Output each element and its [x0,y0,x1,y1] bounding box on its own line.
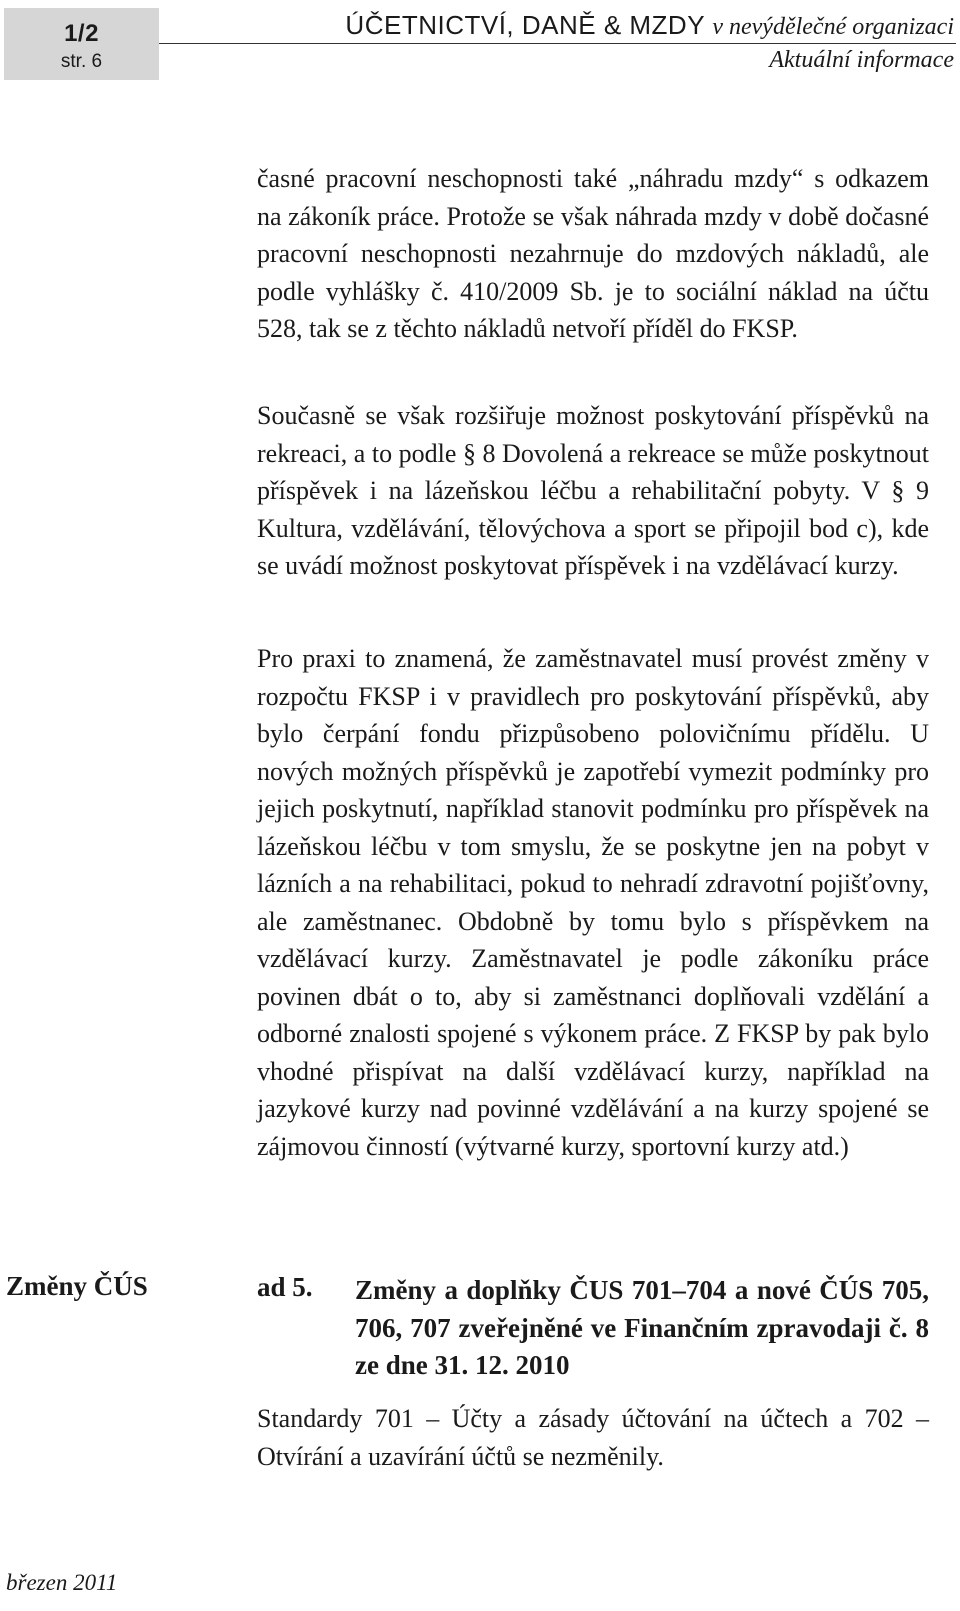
paragraph-1: časné pracovní neschopnosti také „náhradu mzdy“ s odkazem na zákoník práce. Protože se však náhrada mzdy v době dočasné pracovní neschopnosti nezahrnuje do mzdových nákladů, ale podle vyhlášky č. 410/2009 Sb. je to sociální náklad na účtu 528, tak se z těchto nákladů netvoří příděl do FKSP. [257,164,929,343]
footer-date: březen 2011 [6,1570,118,1595]
section-number: ad 5. [257,1272,313,1302]
paragraph-3: Pro praxi to znamená, že zaměstnavatel musí provést změny v rozpočtu FKSP i v pravidlech pro poskytování příspěvků, aby bylo čerpání fondu přizpůsobeno polovičnímu přídělu. U nových možných příspěvků je zapotřebí vymezit podmínky pro jejich poskytnutí, například stanovit podmínku pro příspěvek na lázeňskou léčbu v tom smyslu, že se poskytne jen na pobyt v lázních a na rehabilitaci, pokud to nehradí zdravotní pojišťovny, ale zaměstnanec. Obdobně by tomu bylo s příspěvkem na vzdělávací kurzy. Zaměstnavatel je podle zákoníku práce povinen dbát o to, aby si zaměstnanci doplňovali vzdělání a odborné znalosti spojené s výkonem práce. Z FKSP by pak bylo vhodné přispívat na další vzdělávací kurzy, například na jazykové kurzy nad povinné vzdělávání a na kurzy spojené se zájmovou činností (výtvarné kurzy, sportovní kurzy atd.) [257,644,929,1161]
journal-title-main: ÚČETNICTVÍ, DANĚ & MZDY [345,10,705,40]
issue-page-box [4,8,159,80]
paragraph-2: Současně se však rozšiřuje možnost poskytování příspěvků na rekreaci, a to podle § 8 Dovolená a rekreace se může poskytnout příspěvek i na lázeňskou léčbu a rehabilitační pobyty. V § 9 Kultura, vzdělávání, tělovýchova a sport se připojil bod c), kde se uvádí možnost poskytovat příspěvek i na vzdělávací kurzy. [257,401,929,580]
journal-subtitle: v nevýdělečné organizaci [712,14,954,40]
section-heading: Změny a doplňky ČUS 701–704 a nové ČÚS 705, 706, 707 zveřejněné ve Finančním zpravodaji č. 8 ze dne 31. 12. 2010 [355,1275,929,1380]
issue-number: 1/2 [64,20,99,47]
journal-title [345,10,954,41]
page-number: str. 6 [60,51,103,72]
side-label: Změny ČÚS [6,1271,148,1301]
header-rule [159,43,956,44]
section-name: Aktuální informace [769,47,954,73]
section-paragraph: Standardy 701 – Účty a zásady účtování na účtech a 702 – Otvírání a uzavírání účtů se nezměnily. [257,1404,929,1471]
